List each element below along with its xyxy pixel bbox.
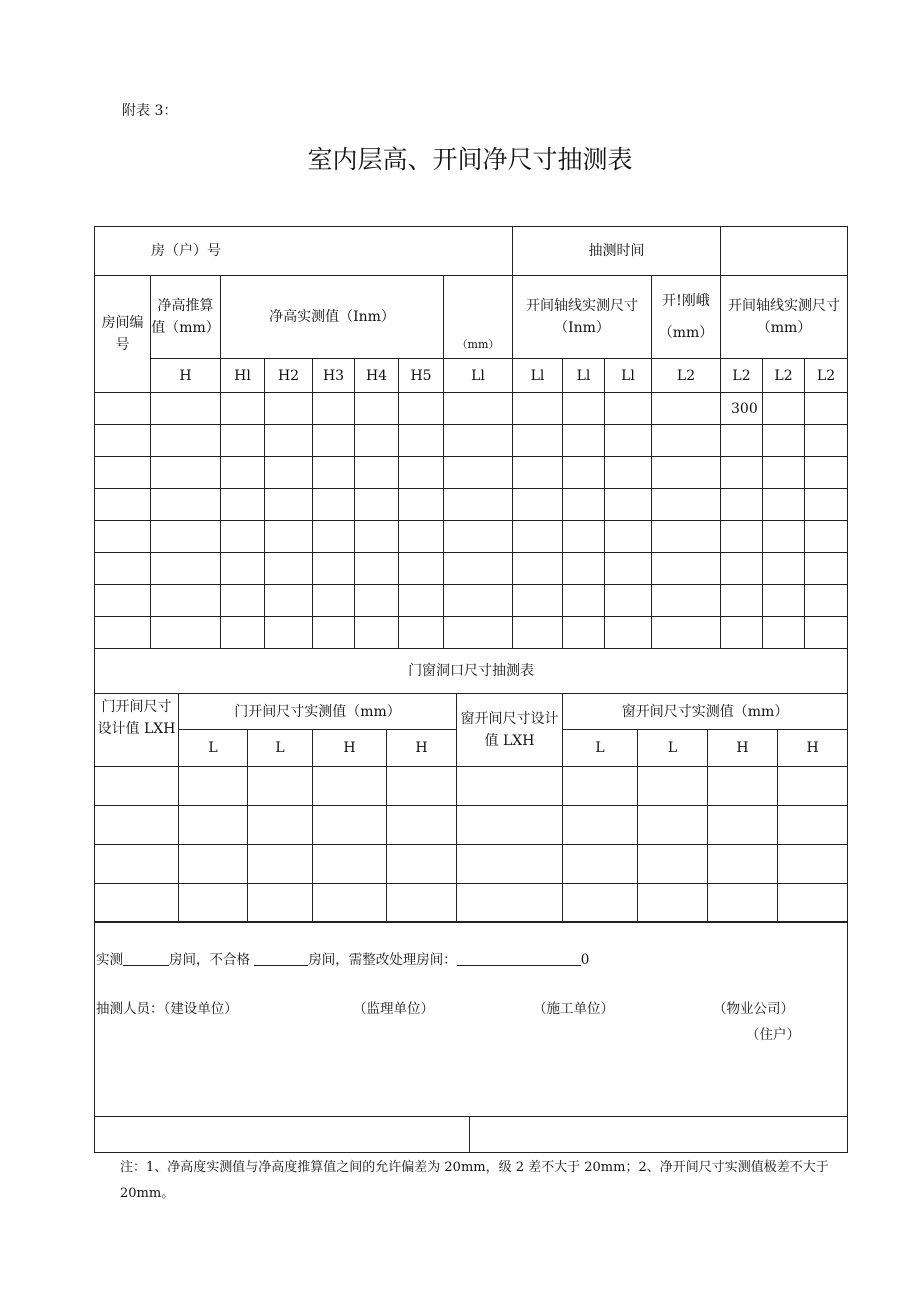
table-cell[interactable] (652, 553, 721, 585)
door-design-label: 门开间尺寸设计值 LXH (95, 694, 179, 767)
table-cell[interactable] (179, 845, 248, 884)
fail-label: 房间，不合格 (169, 952, 250, 968)
subhead: H (151, 359, 221, 393)
table-cell[interactable] (221, 585, 265, 617)
subhead-row (95, 359, 848, 393)
table-cell[interactable] (313, 489, 355, 521)
table-cell[interactable] (387, 845, 457, 884)
table-cell[interactable] (95, 553, 151, 585)
table-cell[interactable] (248, 845, 313, 884)
end-mark: 0 (580, 952, 590, 968)
mm-label: （mm） (444, 276, 513, 359)
table-cell[interactable] (387, 806, 457, 845)
window-subhead: L (563, 730, 638, 767)
table-cell[interactable] (221, 393, 265, 425)
table-cell[interactable] (805, 457, 848, 489)
table-cell[interactable] (805, 553, 848, 585)
door-window-table (94, 648, 848, 923)
table-row (95, 489, 848, 521)
table-cell[interactable] (708, 884, 778, 923)
door-subhead: H (387, 730, 457, 767)
table-cell[interactable] (563, 884, 638, 923)
table-cell[interactable] (805, 425, 848, 457)
bay-axis-label-1: 开间轴线实测尺寸（Inm） (513, 276, 652, 359)
table-cell[interactable] (605, 553, 652, 585)
signature-cell-left[interactable] (95, 1117, 470, 1153)
table-row (95, 553, 848, 585)
sample-time-label: 抽测时间 (513, 227, 721, 276)
table-cell[interactable] (95, 617, 151, 649)
table-row (95, 845, 848, 884)
table-cell[interactable] (95, 393, 151, 425)
window-subhead: L (638, 730, 708, 767)
table-cell[interactable] (95, 425, 151, 457)
table-cell[interactable] (763, 393, 805, 425)
table-cell[interactable] (513, 585, 563, 617)
table-cell[interactable] (399, 553, 444, 585)
net-height-calc-label: 净高推算值（mm） (151, 276, 221, 359)
table-cell[interactable] (763, 521, 805, 553)
table-cell[interactable] (563, 521, 605, 553)
open-label (652, 276, 721, 359)
table-cell[interactable] (248, 806, 313, 845)
table-cell[interactable] (313, 884, 387, 923)
window-design-label: 窗开间尺寸设计值 LXH (457, 694, 563, 767)
table-cell[interactable] (513, 521, 563, 553)
table-cell[interactable] (399, 617, 444, 649)
table-cell[interactable] (721, 553, 763, 585)
table-cell[interactable] (563, 617, 605, 649)
table-cell[interactable] (563, 489, 605, 521)
table-cell[interactable] (248, 884, 313, 923)
table-cell[interactable] (444, 393, 513, 425)
table-cell[interactable] (95, 489, 151, 521)
table-cell[interactable] (513, 457, 563, 489)
table-cell[interactable] (563, 393, 605, 425)
table-cell[interactable] (265, 617, 313, 649)
table-cell[interactable] (221, 489, 265, 521)
table-cell[interactable] (151, 489, 221, 521)
table-cell[interactable] (605, 617, 652, 649)
table-cell[interactable] (179, 884, 248, 923)
table-cell[interactable] (652, 489, 721, 521)
table-cell[interactable] (399, 521, 444, 553)
table-cell[interactable] (265, 553, 313, 585)
table-cell[interactable] (708, 845, 778, 884)
table-cell[interactable] (721, 585, 763, 617)
table-cell[interactable] (399, 585, 444, 617)
table-cell[interactable] (387, 884, 457, 923)
summary-box (95, 922, 848, 1117)
table-cell[interactable] (444, 553, 513, 585)
table-cell[interactable] (265, 585, 313, 617)
table-cell[interactable] (638, 884, 708, 923)
table-cell[interactable] (399, 489, 444, 521)
table-cell[interactable] (221, 553, 265, 585)
table-row (95, 767, 848, 806)
table-cell[interactable] (513, 425, 563, 457)
table-cell[interactable] (563, 585, 605, 617)
table-cell[interactable] (265, 489, 313, 521)
table-cell[interactable] (313, 425, 355, 457)
table-cell[interactable] (563, 553, 605, 585)
table-cell[interactable] (313, 553, 355, 585)
table-cell[interactable] (355, 585, 399, 617)
table-cell[interactable] (805, 617, 848, 649)
table-cell[interactable] (778, 845, 848, 884)
table-cell[interactable] (95, 457, 151, 489)
inspectors-label: 抽测人员：（建设单位） (96, 1001, 238, 1017)
door-measured-label: 门开间尺寸实测值（mm） (179, 694, 457, 730)
measurement-table (94, 226, 848, 649)
subhead: H2 (265, 359, 313, 393)
table-cell[interactable] (652, 425, 721, 457)
table-row (95, 521, 848, 553)
fail-count-input[interactable] (254, 951, 308, 966)
subhead: Ll (513, 359, 563, 393)
table-cell[interactable] (151, 617, 221, 649)
measured-count-input[interactable] (123, 951, 169, 966)
table-cell[interactable] (444, 425, 513, 457)
window-subhead: H (708, 730, 778, 767)
table-cell[interactable] (778, 884, 848, 923)
table-row (95, 393, 848, 425)
table-cell[interactable] (652, 393, 721, 425)
table-cell[interactable] (444, 489, 513, 521)
table-cell[interactable] (151, 585, 221, 617)
subhead: Hl (221, 359, 265, 393)
door-subhead: H (313, 730, 387, 767)
table-row (95, 617, 848, 649)
table-cell[interactable] (563, 425, 605, 457)
table-cell[interactable] (355, 489, 399, 521)
table-cell[interactable] (805, 489, 848, 521)
table-cell[interactable] (605, 457, 652, 489)
table-cell[interactable] (95, 585, 151, 617)
table-cell[interactable] (151, 553, 221, 585)
table-cell[interactable] (708, 767, 778, 806)
room-number-label: 房（户）号 (95, 227, 513, 276)
table-cell[interactable] (605, 585, 652, 617)
table-cell[interactable] (563, 767, 638, 806)
table-cell[interactable] (778, 767, 848, 806)
table-cell[interactable] (721, 489, 763, 521)
table-cell[interactable] (221, 457, 265, 489)
table-cell[interactable] (763, 617, 805, 649)
annex-label: 附表 3： (122, 103, 178, 119)
table-cell[interactable] (605, 521, 652, 553)
table-row (95, 884, 848, 923)
table-cell[interactable] (265, 521, 313, 553)
table-cell[interactable] (151, 425, 221, 457)
subhead: Ll (605, 359, 652, 393)
table-cell[interactable] (652, 585, 721, 617)
table-cell[interactable] (457, 845, 563, 884)
table-cell[interactable] (708, 806, 778, 845)
table-cell[interactable] (355, 425, 399, 457)
table-cell[interactable] (605, 393, 652, 425)
table-cell[interactable] (221, 521, 265, 553)
table-cell[interactable] (652, 521, 721, 553)
table-row (95, 585, 848, 617)
table-cell[interactable] (778, 806, 848, 845)
net-height-measured-label: 净高实测值（Inm） (221, 276, 444, 359)
subhead: H4 (355, 359, 399, 393)
table-cell[interactable] (721, 617, 763, 649)
table-cell[interactable] (638, 767, 708, 806)
supervision-label: （监理单位） (353, 1001, 434, 1017)
table-cell[interactable] (151, 457, 221, 489)
room-code-label: 房间编号 (95, 276, 151, 393)
table-cell[interactable] (563, 806, 638, 845)
subhead: L2 (652, 359, 721, 393)
table-row (95, 425, 848, 457)
subhead: H3 (313, 359, 355, 393)
table-cell[interactable] (457, 767, 563, 806)
table-cell[interactable] (721, 521, 763, 553)
table-cell[interactable] (355, 457, 399, 489)
table-cell[interactable] (513, 617, 563, 649)
table-cell[interactable] (763, 457, 805, 489)
table-cell[interactable] (313, 457, 355, 489)
table-cell[interactable] (95, 806, 179, 845)
table-cell[interactable] (721, 425, 763, 457)
table-cell[interactable] (313, 521, 355, 553)
table-cell[interactable] (313, 767, 387, 806)
table-cell[interactable] (721, 457, 763, 489)
cell-note[interactable]: 300 (721, 393, 763, 425)
table-cell[interactable] (605, 425, 652, 457)
table-cell[interactable] (457, 806, 563, 845)
table-cell[interactable] (248, 767, 313, 806)
table-cell[interactable] (652, 617, 721, 649)
sample-time-value[interactable] (721, 227, 848, 276)
table-cell[interactable] (151, 521, 221, 553)
table-cell[interactable] (763, 585, 805, 617)
door-window-section-title: 门窗洞口尺寸抽测表 (95, 649, 848, 694)
table-cell[interactable] (179, 806, 248, 845)
table-cell[interactable] (805, 585, 848, 617)
table-cell[interactable] (355, 553, 399, 585)
open-label-mm: （mm） (658, 325, 714, 341)
subhead: Ll (563, 359, 605, 393)
table-cell[interactable] (265, 393, 313, 425)
table-cell[interactable] (563, 457, 605, 489)
rectify-label: 房间，需整改处理房间： (308, 952, 457, 968)
table-cell[interactable] (652, 457, 721, 489)
table-cell[interactable] (805, 393, 848, 425)
table-cell[interactable] (265, 457, 313, 489)
table-cell[interactable] (444, 585, 513, 617)
table-cell[interactable] (313, 617, 355, 649)
window-subhead: H (778, 730, 848, 767)
table-cell[interactable] (221, 425, 265, 457)
table-cell[interactable] (95, 767, 179, 806)
table-cell[interactable] (513, 489, 563, 521)
resident-label: （住户） (746, 1027, 800, 1043)
footnote: 注：1、净高度实测值与净高度推算值之间的允许偏差为 20mm，级 2 差不大于 20mm；2、净开间尺寸实测值极差不大于 20mm。 (120, 1160, 829, 1201)
summary-table (94, 921, 848, 1153)
table-cell[interactable] (513, 553, 563, 585)
signature-cell-right[interactable] (470, 1117, 848, 1153)
property-label: （物业公司） (713, 1001, 794, 1017)
table-cell[interactable] (513, 393, 563, 425)
table-cell[interactable] (457, 884, 563, 923)
subhead: L2 (763, 359, 805, 393)
table-cell[interactable] (221, 617, 265, 649)
table-cell[interactable] (355, 617, 399, 649)
table-cell[interactable] (763, 425, 805, 457)
table-cell[interactable] (605, 489, 652, 521)
subhead: L2 (721, 359, 763, 393)
door-subhead: L (179, 730, 248, 767)
table-cell[interactable] (399, 425, 444, 457)
table-cell[interactable] (638, 845, 708, 884)
subhead: Ll (444, 359, 513, 393)
table-cell[interactable] (355, 521, 399, 553)
table-row (95, 457, 848, 489)
rectify-rooms-input[interactable] (457, 951, 581, 966)
table-cell[interactable] (444, 521, 513, 553)
table-cell[interactable] (444, 617, 513, 649)
table-cell[interactable] (179, 767, 248, 806)
bay-axis-label-2: 开间轴线实测尺寸（mm） (721, 276, 848, 359)
table-cell[interactable] (313, 393, 355, 425)
table-cell[interactable] (805, 521, 848, 553)
table-cell[interactable] (313, 845, 387, 884)
table-cell[interactable] (265, 425, 313, 457)
table-cell[interactable] (95, 521, 151, 553)
table-cell[interactable] (763, 553, 805, 585)
table-cell[interactable] (95, 845, 179, 884)
table-cell[interactable] (95, 884, 179, 923)
open-label-top: 开!刚峨 (662, 293, 710, 309)
table-cell[interactable] (313, 585, 355, 617)
table-cell[interactable] (444, 457, 513, 489)
table-cell[interactable] (763, 489, 805, 521)
measured-label: 实测 (96, 952, 123, 968)
construction-label: （施工单位） (533, 1001, 614, 1017)
table-cell[interactable] (313, 806, 387, 845)
table-cell[interactable] (638, 806, 708, 845)
table-cell[interactable] (355, 393, 399, 425)
subhead: H5 (399, 359, 444, 393)
table-cell[interactable] (387, 767, 457, 806)
table-cell[interactable] (399, 393, 444, 425)
table-cell[interactable] (151, 393, 221, 425)
table-cell[interactable] (399, 457, 444, 489)
window-measured-label: 窗开间尺寸实测值（mm） (563, 694, 848, 730)
table-cell[interactable] (563, 845, 638, 884)
table-row (95, 806, 848, 845)
door-subhead: L (248, 730, 313, 767)
subhead: L2 (805, 359, 848, 393)
page-title: 室内层高、开间净尺寸抽测表 (307, 145, 633, 174)
